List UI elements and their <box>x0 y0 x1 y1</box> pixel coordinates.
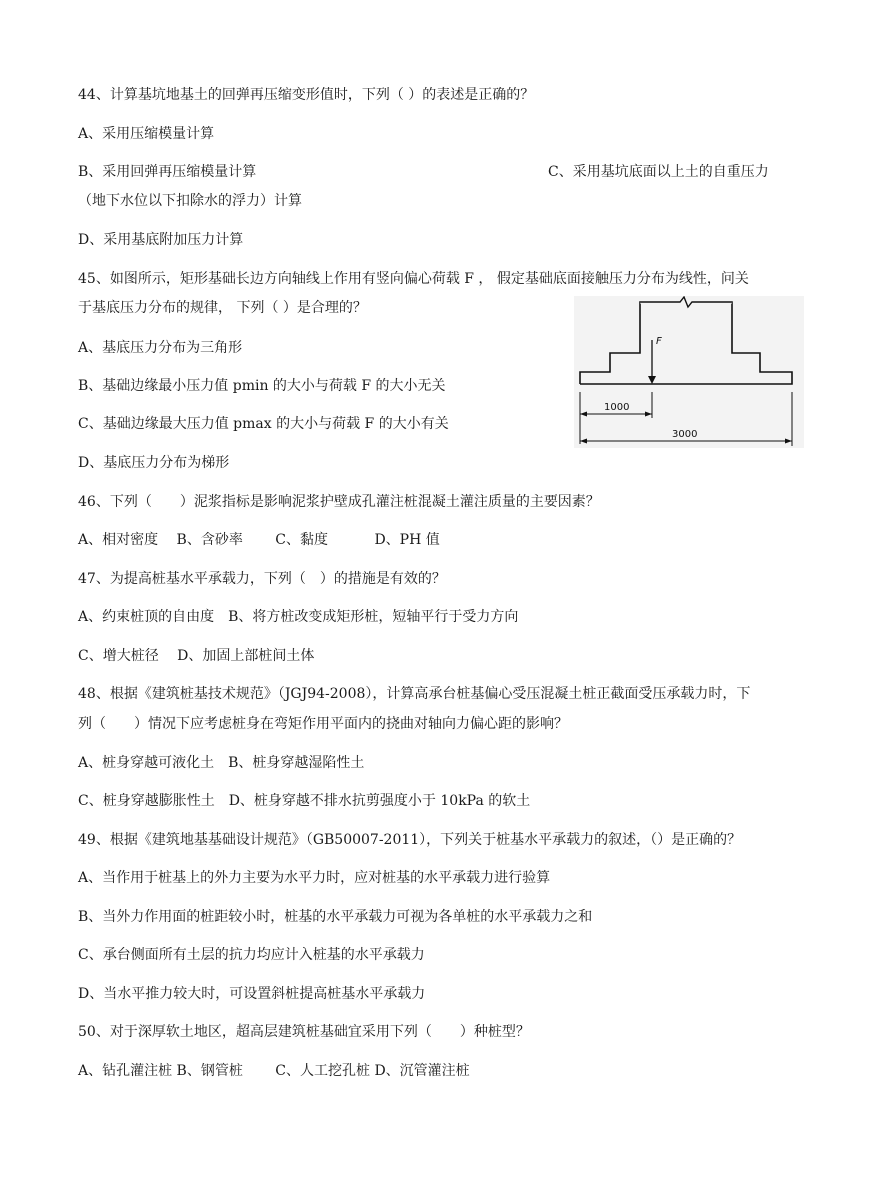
q50-options: A、钻孔灌注桩 B、钢管桩 C、人工挖孔桩 D、沉管灌注桩 <box>78 1063 470 1079</box>
q48-stem: 48、根据《建筑桩基技术规范》（JGJ94-2008），计算高承台桩基偏心受压混凝土桩正截面受压承载力时，下 <box>78 686 751 702</box>
q45-option-d: D、基底压力分布为梯形 <box>78 455 230 471</box>
q44-option-c-cont: （地下水位以下扣除水的浮力）计算 <box>78 193 302 209</box>
q44-option-a: A、采用压缩模量计算 <box>78 126 215 142</box>
q46-stem: 46、下列（ ）泥浆指标是影响泥浆护壁成孔灌注桩混凝土灌注质量的主要因素？ <box>78 494 600 510</box>
q47-stem: 47、为提高桩基水平承载力，下列（ ）的措施是有效的？ <box>78 571 446 587</box>
q45-stem-cont: 于基底压力分布的规律， 下列（ ）是合理的？ <box>78 300 367 316</box>
q49-option-c: C、承台侧面所有土层的抗力均应计入桩基的水平承载力 <box>78 947 425 963</box>
q49-option-b: B、当外力作用面的桩距较小时，桩基的水平承载力可视为各单桩的水平承载力之和 <box>78 909 593 925</box>
q48-options-ab: A、桩身穿越可液化土 B、桩身穿越湿陷性土 <box>78 755 365 771</box>
q44-stem: 44、计算基坑地基土的回弹再压缩变形值时，下列（ ）的表述是正确的？ <box>78 87 535 103</box>
q46-options: A、相对密度 B、含砂率 C、黏度 D、PH 值 <box>78 532 440 548</box>
q47-options-cd: C、增大桩径 D、加固上部桩间土体 <box>78 648 315 664</box>
dim-label-small: 1000 <box>604 402 630 413</box>
foundation-figure <box>574 296 804 448</box>
q44-option-c: C、采用基坑底面以上土的自重压力 <box>548 164 769 180</box>
q49-option-d: D、当水平推力较大时，可设置斜桩提高桩基水平承载力 <box>78 986 426 1002</box>
q49-stem: 49、根据《建筑地基基础设计规范》（GB50007-2011），下列关于桩基水平承载力的叙述，（）是正确的？ <box>78 832 742 848</box>
load-label: F <box>656 336 662 347</box>
q45-stem: 45、如图所示，矩形基础长边方向轴线上作用有竖向偏心荷载 F ， 假定基础底面接触压力分布为线性，问关 <box>78 271 749 287</box>
q44-option-d: D、采用基底附加压力计算 <box>78 232 244 248</box>
q50-stem: 50、对于深厚软土地区，超高层建筑桩基础宜采用下列（ ）种桩型？ <box>78 1024 530 1040</box>
q49-option-a: A、当作用于桩基上的外力主要为水平力时，应对桩基的水平承载力进行验算 <box>78 870 551 886</box>
q45-option-c: C、基础边缘最大压力值 pmax 的大小与荷载 F 的大小有关 <box>78 416 449 432</box>
q45-option-b: B、基础边缘最小压力值 pmin 的大小与荷载 F 的大小无关 <box>78 378 446 394</box>
q44-option-b: B、采用回弹再压缩模量计算 <box>78 164 257 180</box>
q45-option-a: A、基底压力分布为三角形 <box>78 340 243 356</box>
dim-label-large: 3000 <box>672 429 698 440</box>
q48-options-cd: C、桩身穿越膨胀性土 D、桩身穿越不排水抗剪强度小于 10kPa 的软土 <box>78 793 531 809</box>
q48-stem-cont: 列（ ）情况下应考虑桩身在弯矩作用平面内的挠曲对轴向力偏心距的影响？ <box>78 716 568 732</box>
q47-options-ab: A、约束桩顶的自由度 B、将方桩改变成矩形桩，短轴平行于受力方向 <box>78 609 519 625</box>
